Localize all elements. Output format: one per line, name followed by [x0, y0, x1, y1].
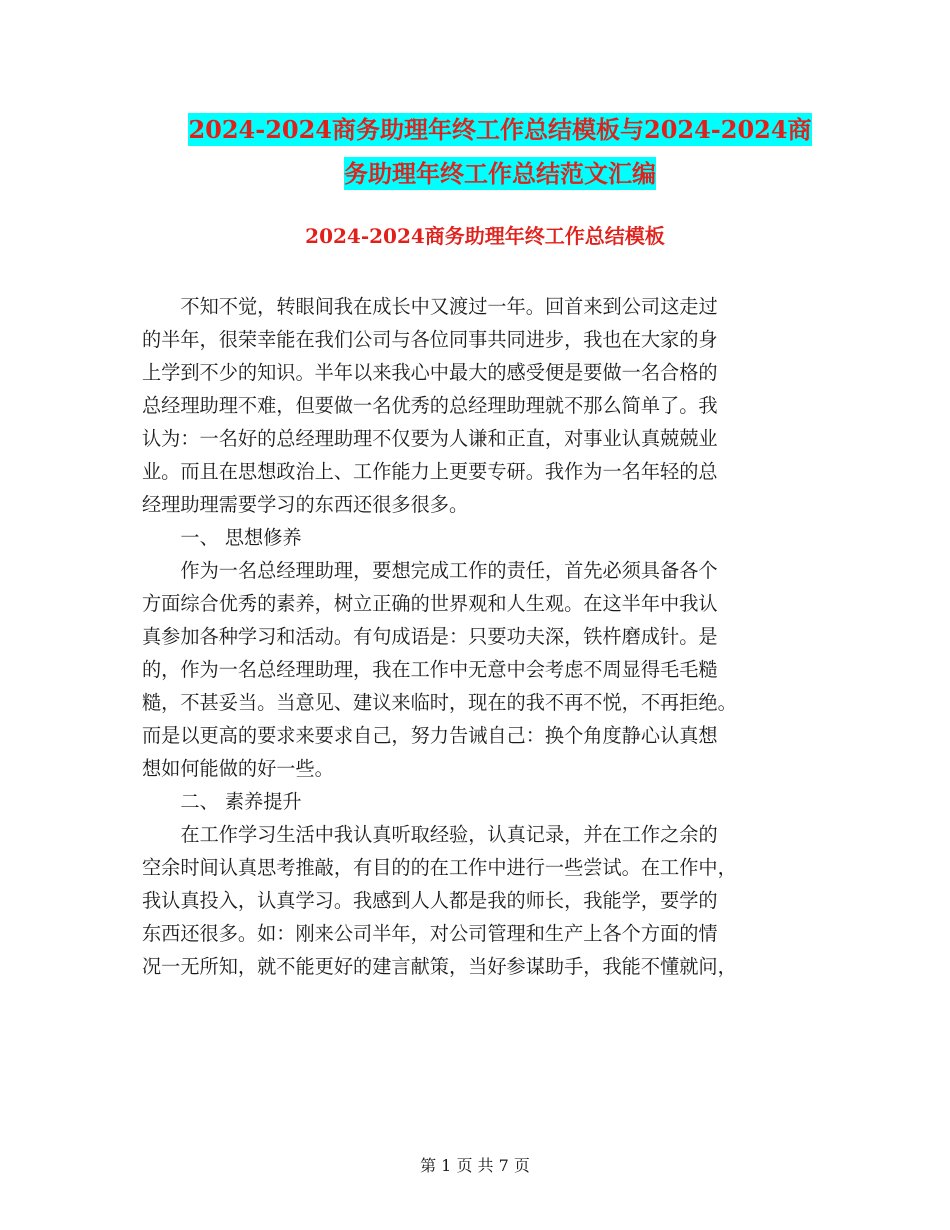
- paragraph-intro: 不知不觉，转眼间我在成长中又渡过一年。回首来到公司这走过 的半年，很荣幸能在我们公司与各位同事共同进步，我也在大家的身 上学到不少的知识。半年以来我心中最大的感受便是要做一名合格的 总经理助理不难，但要做一名优秀的总经理助理就不那么简单了。我 认为：一名好的总经理助理不仅要为人谦和正直，对事业认真兢兢业 业。而且在思想政治上、工作能力上更要专研。我作为一名年轻的总 经理助理需要学习的东西还很多很多。: [142, 295, 718, 516]
- heading-quality-improvement: 二、 素养提升: [180, 790, 302, 813]
- document-body: [142, 290, 804, 983]
- title-line-1: 2024-2024商务助理年终工作总结模板与2024-2024商: [188, 115, 812, 144]
- document-title: [140, 108, 860, 196]
- paragraph-quality-improvement: 在工作学习生活中我认真听取经验，认真记录，并在工作之余的 空余时间认真思考推敲，有目的的在工作中进行一些尝试。在工作中， 我认真投入，认真学习。我感到人人都是我的师长，我能学，要学的 东西还很多。如：刚来公司半年，对公司管理和生产上各个方面的情 况一无所知，就不能更好的建言献策，当好参谋助手，我能不懂就问，: [142, 823, 737, 978]
- heading-thought-cultivation: 一、 思想修养: [180, 526, 302, 549]
- paragraph-thought-cultivation: 作为一名总经理助理，要想完成工作的责任，首先必须具备各个 方面综合优秀的素养，树立正确的世界观和人生观。在这半年中我认 真参加各种学习和活动。有句成语是：只要功夫深，铁杵磨成针。是 的，作为一名总经理助理，我在工作中无意中会考虑不周显得毛毛糙 糙，不甚妥当。当意见、建议来临时，现在的我不再不悦，不再拒绝。 而是以更高的要求来要求自己，努力告诫自己：换个角度静心认真想 想如何能做的好一些。: [142, 559, 737, 780]
- title-line-2: 务助理年终工作总结范文汇编: [344, 159, 656, 188]
- page-footer: 第 1 页 共 7 页: [420, 1156, 530, 1175]
- section-title: 2024-2024商务助理年终工作总结模板: [305, 224, 665, 248]
